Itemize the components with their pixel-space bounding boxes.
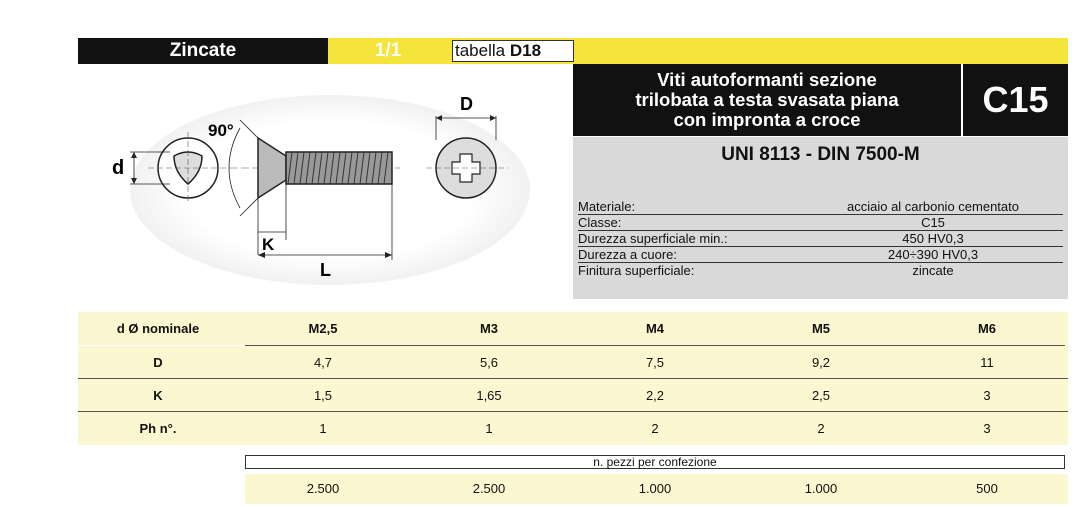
title-line-2: trilobata a testa svasata piana: [635, 89, 899, 110]
table-header-cell: M6: [977, 321, 997, 336]
table-cell: 2: [817, 421, 825, 436]
product-title: [573, 64, 961, 136]
table-cell: 7,5: [645, 355, 665, 370]
table-header-cell: M2,5: [308, 321, 338, 336]
table-cell: 5,6: [479, 355, 499, 370]
table-prefix: tabella: [455, 41, 506, 60]
packaging-cell: 1.000: [638, 481, 672, 496]
title-line-3: con impronta a croce: [673, 109, 861, 130]
spec-label: Durezza superficiale min.:: [578, 231, 728, 246]
table-cell: 1: [485, 421, 493, 436]
spec-row-core-hardness: [578, 247, 1063, 263]
spec-row-material: [578, 199, 1063, 215]
table-cell: 1,65: [476, 388, 502, 403]
dim-d-label: d: [112, 157, 125, 179]
packaging-cell: 500: [976, 481, 998, 496]
dim-l-label: L: [320, 260, 331, 280]
spec-row-surface-hardness: [578, 231, 1063, 247]
screw-drawing: [90, 80, 570, 290]
table-code: D18: [509, 41, 542, 60]
table-code-box: [452, 40, 574, 62]
product-code: C15: [963, 64, 1068, 136]
finish-label: Zincate: [169, 40, 237, 61]
table-header-cell: M3: [479, 321, 499, 336]
table-row-label: Ph n°.: [139, 421, 177, 436]
packaging-label: n. pezzi per confezione: [245, 455, 1065, 469]
packaging-cell: 2.500: [472, 481, 506, 496]
table-cell: 9,2: [811, 355, 831, 370]
spec-value: zincate: [912, 263, 954, 278]
table-row-label: K: [153, 388, 163, 403]
spec-value: C15: [921, 215, 945, 230]
table-row-label: D: [153, 355, 163, 370]
page-number: 1/1: [374, 40, 402, 61]
table-header-cell: M4: [645, 321, 665, 336]
spec-label: Finitura superficiale:: [578, 263, 695, 278]
table-cell: 3: [983, 421, 991, 436]
spec-value: 240÷390 HV0,3: [887, 247, 979, 262]
table-header-cell: d Ø nominale: [116, 321, 200, 336]
table-cell: 1,5: [313, 388, 333, 403]
angle-label: 90°: [208, 121, 234, 140]
spec-row-finish: [578, 263, 1063, 279]
norm-reference: UNI 8113 - DIN 7500-M: [721, 144, 920, 165]
table-cell: 4,7: [313, 355, 333, 370]
spec-label: Durezza a cuore:: [578, 247, 677, 262]
spec-row-class: [578, 215, 1063, 231]
dim-D-label: D: [460, 94, 473, 114]
spec-label: Materiale:: [578, 199, 636, 214]
table-cell: 2: [651, 421, 659, 436]
table-header-cell: M5: [811, 321, 831, 336]
dim-k-label: K: [262, 235, 275, 254]
spec-value: 450 HV0,3: [902, 231, 964, 246]
spec-value: acciaio al carbonio cementato: [847, 199, 1019, 214]
packaging-cell: 1.000: [804, 481, 838, 496]
packaging-cell: 2.500: [306, 481, 340, 496]
table-cell: 3: [983, 388, 991, 403]
spec-label: Classe:: [578, 215, 622, 230]
table-cell: 11: [980, 355, 994, 370]
table-cell: 2,5: [811, 388, 831, 403]
table-cell: 1: [319, 421, 327, 436]
table-cell: 2,2: [645, 388, 665, 403]
title-line-1: Viti autoformanti sezione: [657, 69, 877, 90]
